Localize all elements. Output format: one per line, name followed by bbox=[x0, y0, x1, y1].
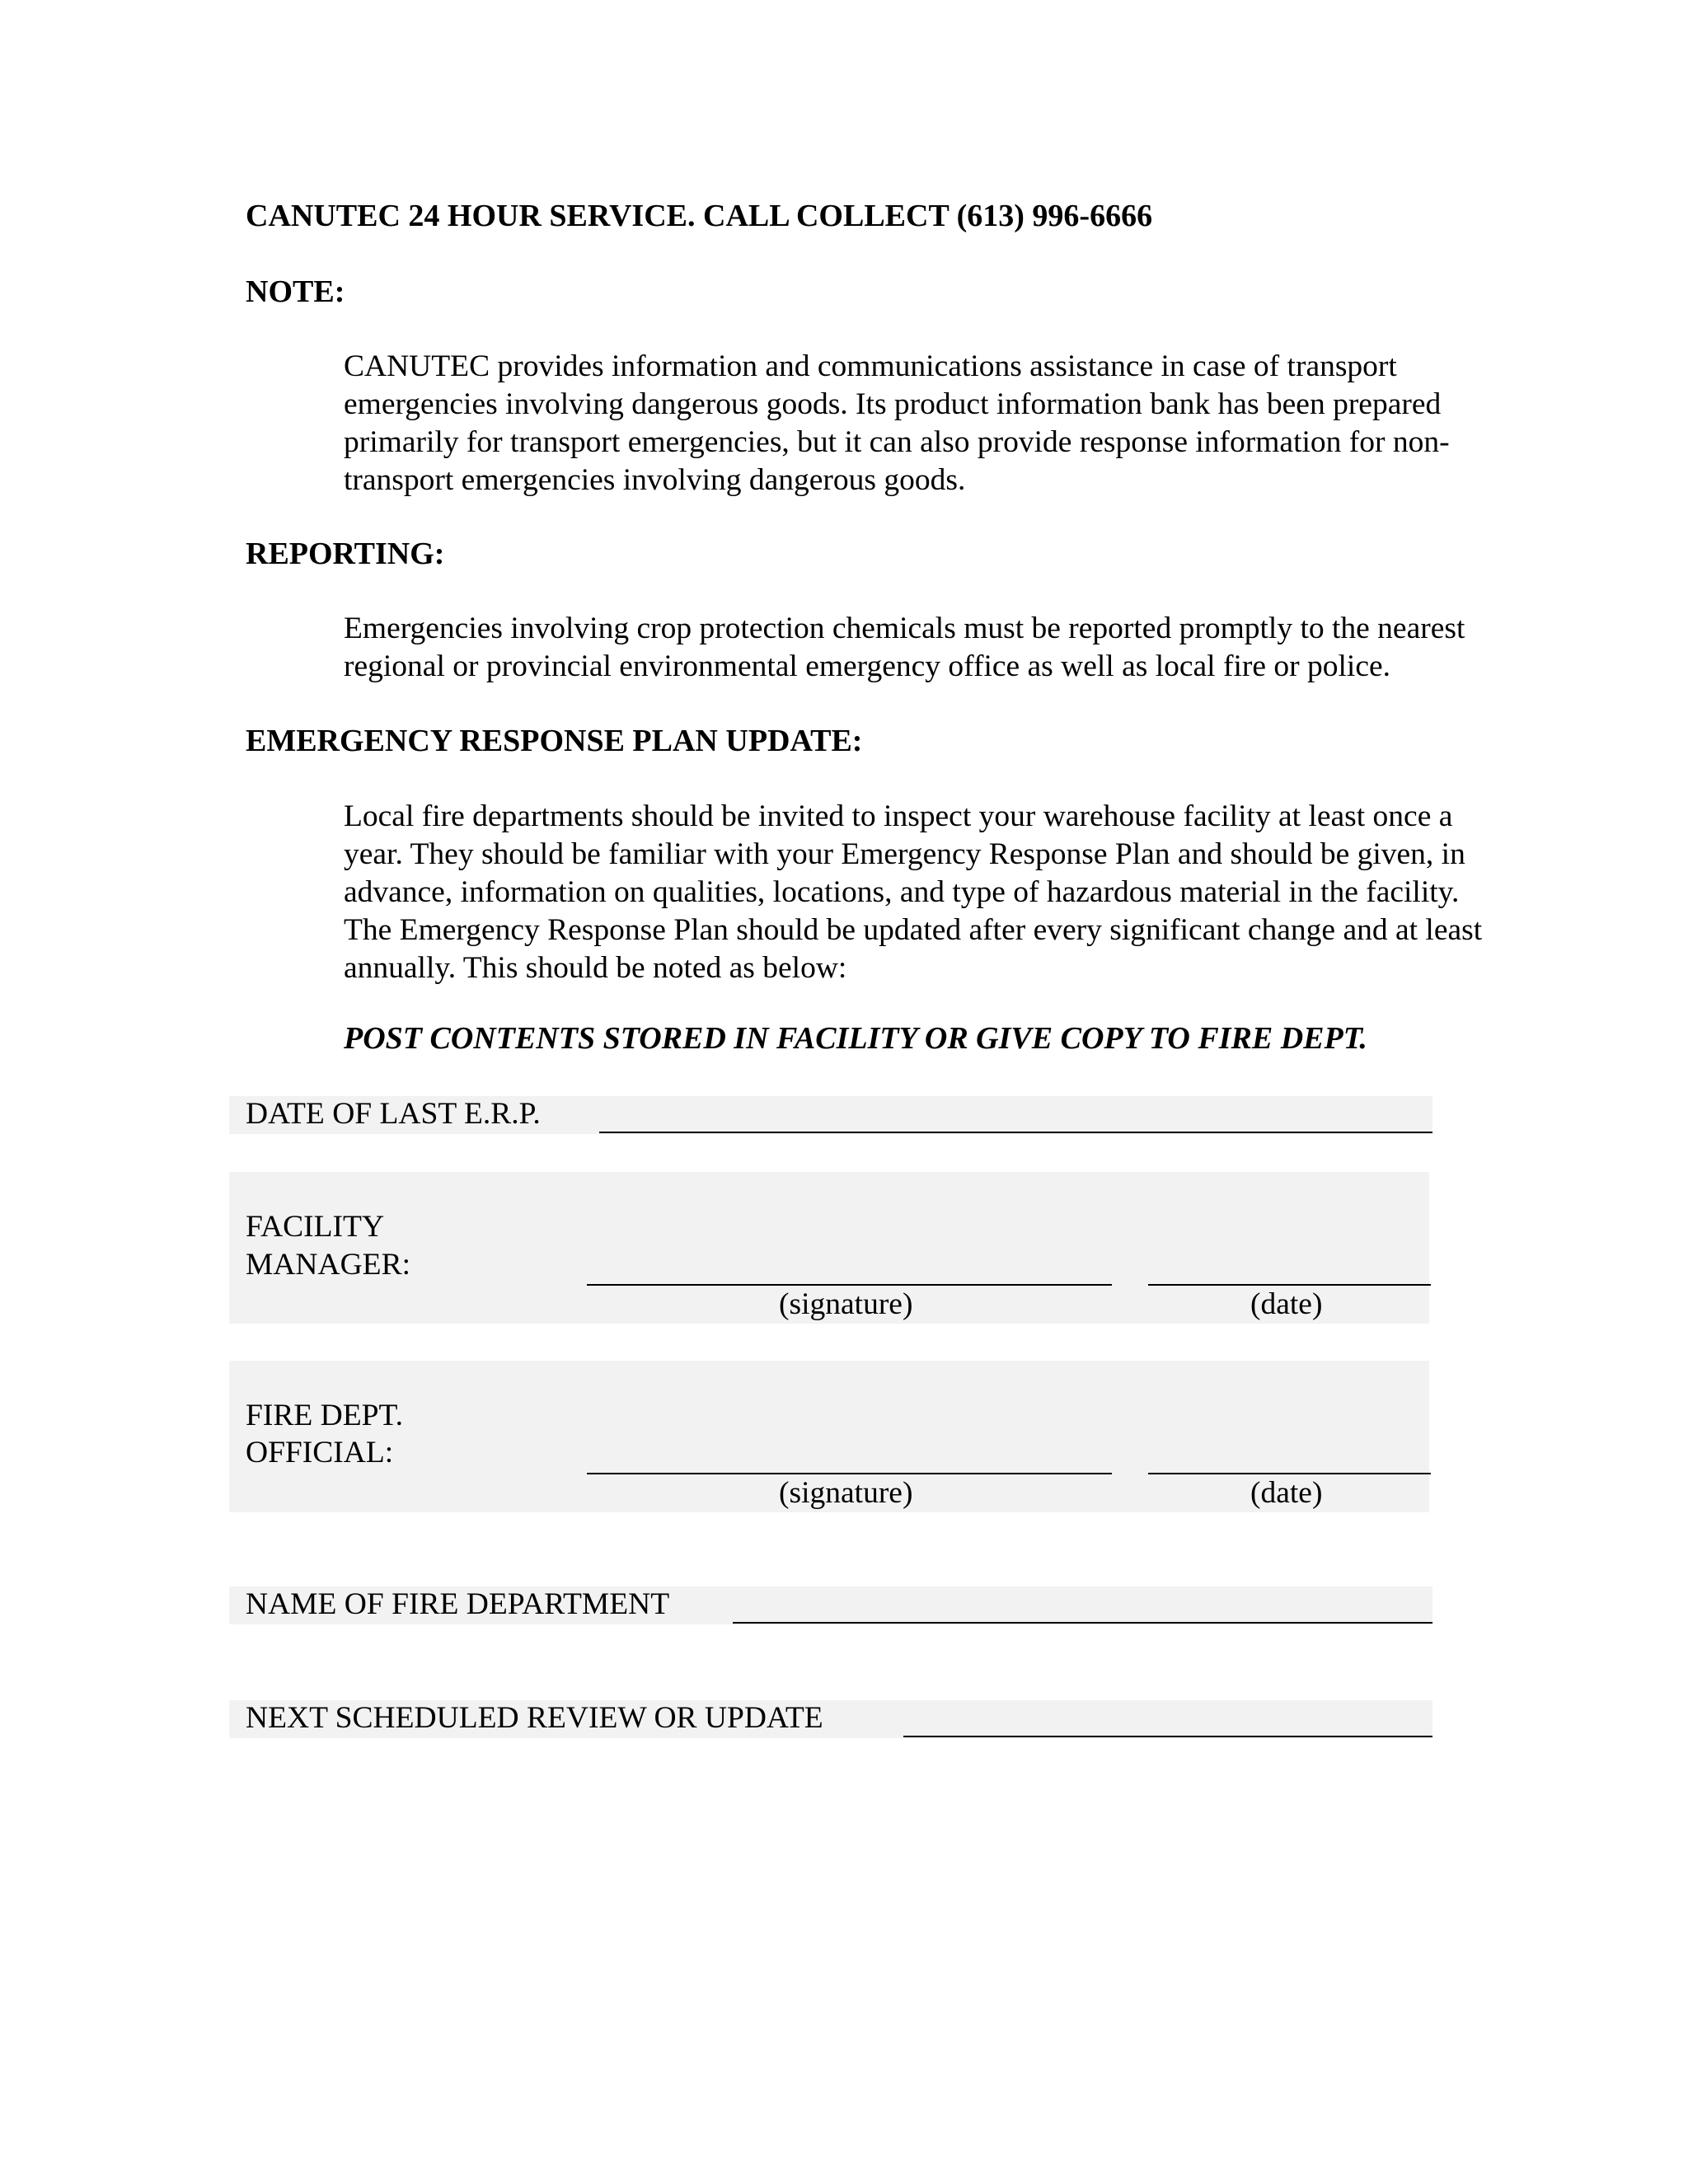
facility-manager-label-line1: FACILITY bbox=[246, 1210, 385, 1244]
next-review-line[interactable] bbox=[903, 1736, 1432, 1737]
erp-update-line: year. They should be familiar with your Emergency Response Plan and should be given, in bbox=[344, 837, 1465, 871]
fire-official-signature-line[interactable] bbox=[587, 1473, 1112, 1474]
erp-update-heading: EMERGENCY RESPONSE PLAN UPDATE: bbox=[246, 724, 863, 758]
erp-update-line: advance, information on qualities, locations, and type of hazardous material in the facility. bbox=[344, 875, 1460, 909]
fire-official-label-line1: FIRE DEPT. bbox=[246, 1399, 403, 1432]
note-paragraph bbox=[344, 348, 1564, 499]
note-heading: NOTE: bbox=[246, 274, 345, 309]
facility-manager-date-line[interactable] bbox=[1148, 1284, 1431, 1286]
canutec-service-line: CANUTEC 24 HOUR SERVICE. CALL COLLECT (613) 996-6666 bbox=[246, 199, 1153, 233]
fire-department-name-label: NAME OF FIRE DEPARTMENT bbox=[246, 1587, 670, 1621]
fire-official-date-caption: (date) bbox=[1250, 1476, 1323, 1510]
erp-update-paragraph bbox=[344, 798, 1564, 987]
reporting-line: Emergencies involving crop protection chemicals must be reported promptly to the nearest bbox=[344, 612, 1465, 645]
fire-official-signature-caption: (signature) bbox=[779, 1476, 913, 1510]
erp-update-line: The Emergency Response Plan should be updated after every significant change and at least bbox=[344, 913, 1483, 947]
facility-manager-date-caption: (date) bbox=[1250, 1287, 1323, 1321]
facility-manager-label-line2: MANAGER: bbox=[246, 1248, 411, 1282]
facility-manager-signature-caption: (signature) bbox=[779, 1287, 913, 1321]
reporting-heading: REPORTING: bbox=[246, 537, 445, 571]
reporting-paragraph bbox=[344, 610, 1564, 686]
erp-update-line: annually. This should be noted as below: bbox=[344, 951, 847, 985]
erp-update-line: Local fire departments should be invited to inspect your warehouse facility at least once a bbox=[344, 799, 1453, 833]
post-contents-notice: POST CONTENTS STORED IN FACILITY OR GIVE COPY TO FIRE DEPT. bbox=[344, 1021, 1367, 1056]
fire-official-date-line[interactable] bbox=[1148, 1473, 1431, 1474]
note-line: primarily for transport emergencies, but it can also provide response information for non- bbox=[344, 425, 1450, 459]
fire-official-label-line2: OFFICIAL: bbox=[246, 1436, 394, 1469]
date-last-erp-label: DATE OF LAST E.R.P. bbox=[246, 1097, 541, 1131]
note-line: emergencies involving dangerous goods. Its product information bank has been prepared bbox=[344, 387, 1442, 421]
fire-department-name-line[interactable] bbox=[733, 1622, 1432, 1624]
note-line: transport emergencies involving dangerous goods. bbox=[344, 463, 966, 497]
next-review-label: NEXT SCHEDULED REVIEW OR UPDATE bbox=[246, 1701, 823, 1735]
reporting-line: regional or provincial environmental emergency office as well as local fire or police. bbox=[344, 649, 1390, 683]
facility-manager-signature-line[interactable] bbox=[587, 1284, 1112, 1286]
note-line: CANUTEC provides information and communications assistance in case of transport bbox=[344, 349, 1397, 383]
date-last-erp-line[interactable] bbox=[599, 1132, 1432, 1133]
